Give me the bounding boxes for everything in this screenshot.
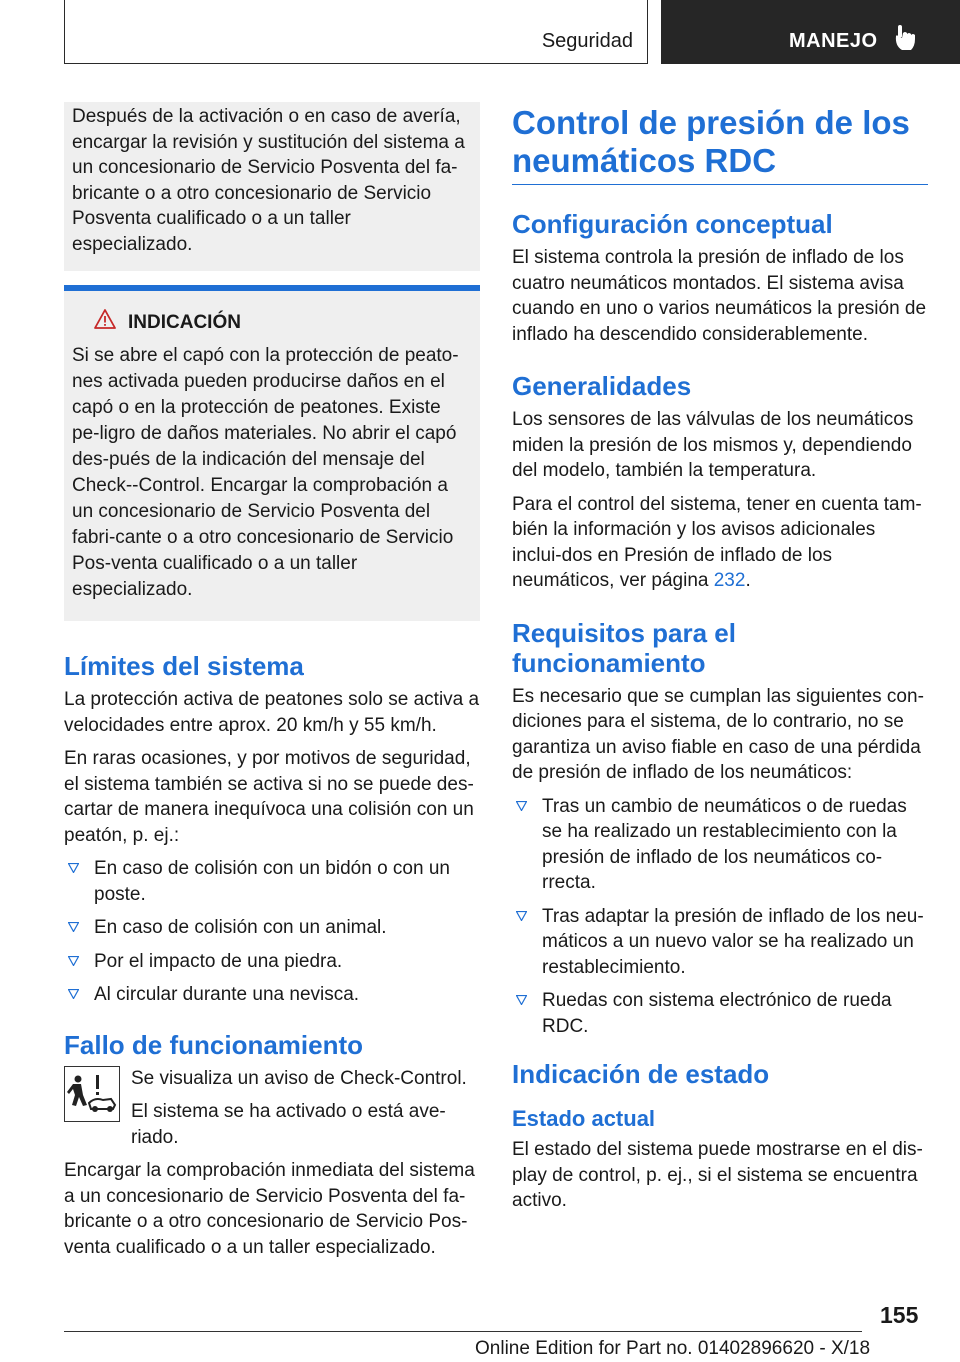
warning-triangle-icon [94,309,116,337]
header-chapter-tab [661,0,960,64]
header-section-title: Seguridad [541,30,633,52]
fault-paragraph: Encargar la comprobación inmediata del sistema a un concesionario de Servicio Posventa del fa-bricante o a otro concesionario de Servicio Pos-venta cualificado o a un taller especializado. [64,1160,475,1258]
requirements-list [512,794,928,1040]
footer-divider [64,1331,862,1332]
bullet-triangle-icon [516,911,527,921]
page-title: Control de presión de los neumáticos RDC [512,104,928,185]
note-box: Después de la activación o en caso de avería, encargar la revisión y sustitución del sistema a un concesionario de Servicio Posventa del fa-bricante o a otro concesionario de Servicio Posventa cualificado o a un taller especializado. [64,102,480,271]
general-paragraph-2: Para el control del sistema, tener en cuenta tam-bién la información y los avisos adicionales inclui-dos en Presión de inflado de los neumáticos, ver página 232. [512,493,922,591]
requirements-heading: Requisitos para el funcionamiento [512,617,736,678]
footer-edition: Online Edition for Part no. 01402896620 - X/18 [475,1338,871,1359]
warning-box [64,285,480,621]
status-subheading: Estado actual [512,1106,656,1131]
right-column [512,102,928,1222]
fault-line-2: El sistema se ha activado o está ave-riado. [131,1101,446,1148]
page-link[interactable]: 232 [713,570,746,591]
bullet-triangle-icon [68,922,79,932]
requirements-paragraph: Es necesario que se cumplan las siguientes con-diciones para el sistema, de lo contrario, no se garantiza un aviso fiable en caso de una pérdida de presión de inflado de los neumáticos: [512,685,924,783]
fault-line-1: Se visualiza un aviso de Check-Control. [131,1067,467,1089]
warning-title: INDICACIÓN [128,312,241,333]
limits-paragraph-1: La protección activa de peatones solo se activa a velocidades entre aprox. 20 km/h y 55 km/h. [64,689,480,736]
bullet-triangle-icon [68,956,79,966]
bullet-triangle-icon [68,863,79,873]
status-paragraph: El estado del sistema puede mostrarse en el dis-play de control, p. ej., si el sistema se encuentra activo. [512,1139,923,1211]
general-heading: Generalidades [512,371,692,401]
fault-heading: Fallo de funcionamiento [64,1029,364,1060]
bullet-triangle-icon [516,995,527,1005]
limits-heading: Límites del sistema [64,651,304,681]
concept-heading: Configuración conceptual [512,209,833,239]
bullet-triangle-icon [516,801,527,811]
list-item: En caso de colisión con un animal. [64,915,480,941]
general-paragraph-1: Los sensores de las válvulas de los neumáticos miden la presión de los mismos y, dependiendo del modelo, también la temperatura. [512,409,914,481]
limits-list [64,856,480,1008]
hand-pointing-icon [893,24,917,57]
header-chapter-label: MANEJO [789,30,878,52]
list-item: Por el impacto de una piedra. [64,949,480,975]
warning-title-row [94,309,472,337]
status-heading: Indicación de estado [512,1059,770,1089]
bullet-triangle-icon [68,989,79,999]
limits-paragraph-2: En raras ocasiones, y por motivos de seguridad, el sistema también se activa si no se puede des-cartar de manera inequívoca una colisión con un peatón, p. ej.: [64,748,474,846]
list-item: Tras adaptar la presión de inflado de los neu-máticos a un nuevo valor se ha realizado un restablecimiento. [512,904,928,981]
concept-paragraph: El sistema controla la presión de inflado de los cuatro neumáticos montados. El sistema avisa cuando en uno o varios neumáticos la presión de inflado ha descendido considerablemente. [512,247,927,345]
fault-text [131,1066,480,1159]
page-number: 155 [880,1302,919,1328]
warning-text: Si se abre el capó con la protección de peato-nes activada pueden producirse daños en el capó o en la protección de peatones. Existe pe-ligro de daños materiales. No abrir el capó des-pués de la indicación del mensaje del Check--Control. Encargar la comprobación a un concesionario de Servicio Posventa del fabri-cante o a otro concesionario de Servicio Pos-venta cualificado o a un taller especializado. [72,345,459,600]
list-item: Tras un cambio de neumáticos o de ruedas se ha realizado un restablecimiento con la presión de inflado de los neumáticos co-rrecta. [512,794,928,896]
left-column [64,102,480,1268]
pedestrian-warning-icon [64,1066,120,1122]
header-section-box [64,0,648,64]
list-item: Al circular durante una nevisca. [64,982,480,1008]
fault-row [64,1066,480,1159]
list-item: Ruedas con sistema electrónico de rueda RDC. [512,988,928,1039]
list-item: En caso de colisión con un bidón o con un poste. [64,856,480,907]
